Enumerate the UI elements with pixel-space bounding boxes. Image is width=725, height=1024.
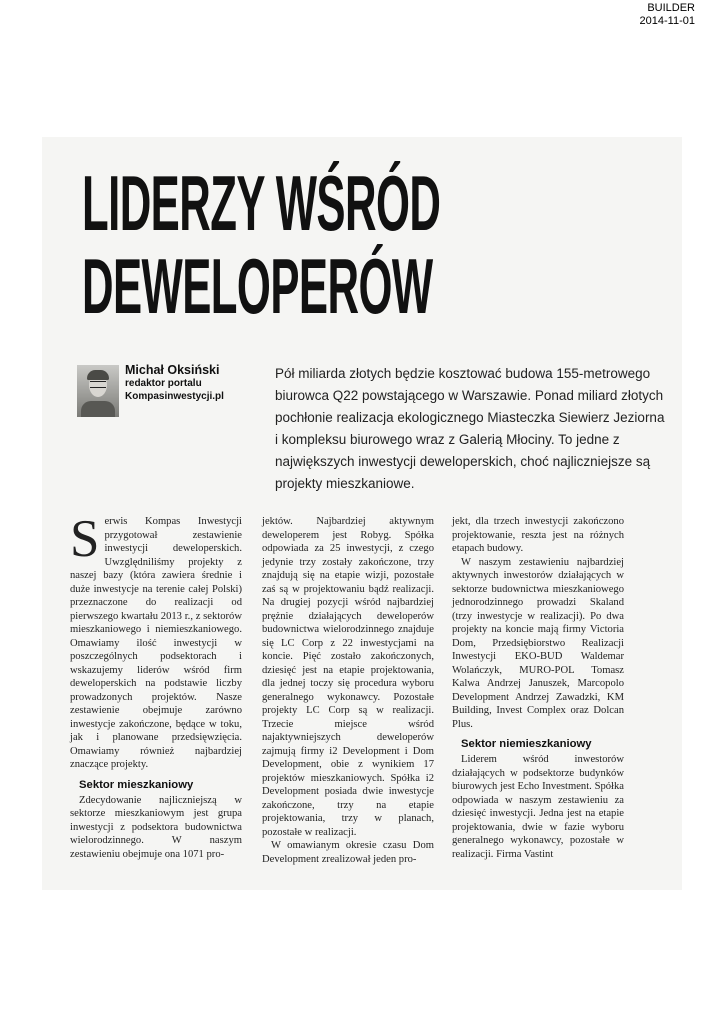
section-heading-residential: Sektor mieszkaniowy: [79, 778, 194, 791]
drop-cap: S: [70, 510, 100, 568]
paragraph: W naszym zestawieniu najbardziej aktywnych inwestorów działających w sektorze budownictwa mieszkaniowego jednorodzinnego prowadzi Skaland (trzy inwestycje w realizacji). Po dwa projekty na koncie mają firmy Victoria Dom, Przedsiębiorstwo Realizacji Inwestycji EKO-BUD Waldemar Wolańczyk, MURO-POL Tomasz Kalwa Andrzej Januszek, Marcopolo Development Andrzej Zawadzki, KM Building, Invest Complex oraz Dolcan Plus.: [452, 556, 624, 730]
paragraph: Zdecydowanie najliczniejszą w sektorze mieszkaniowym jest grupa inwestycji z podsektora budownictwa wielorodzinnego. W naszym zestawieniu obejmuje ona 1071 pro-: [70, 794, 242, 860]
author-role: redaktor portalu: [125, 378, 202, 389]
article-lead: Pół miliarda złotych będzie kosztować budowa 155-metrowego biurowca Q22 powstającego w Warszawie. Ponad miliard złotych pochłonie realizacja ekologicznego Miasteczka Siewierz Jeziorna i kompleksu biurowego wraz z Galerią Młociny. To jedne z największych inwestycji deweloperskich, choć najliczniejsze są projekty mieszkaniowe.: [275, 366, 665, 491]
section-heading-non-residential: Sektor niemieszkaniowy: [461, 738, 592, 750]
author-portal: Kompasinwestycji.pl: [125, 391, 224, 402]
paragraph: Serwis Kompas Inwestycji przygotował zestawienie inwestycji deweloperskich. Uwzględniliśmy projekty z naszej bazy (która zawiera średnie i duże inwestycje na terenie całej Polski) przeznaczone do realizacji od pierwszego kwartału 2013 r., z sektorów mieszkaniowego i niemieszkaniowego. Omawiamy ilość inwestycji w poszczególnych podsektorach i wskazujemy liderów wśród firm deweloperskich na podstawie liczby prowadzonych projektów. Nasze zestawienie obejmuje zarówno inwestycje zakończone, będące w toku, jak i planowane przedsięwzięcia. Omawiamy również najbardziej znaczące projekty.: [70, 510, 242, 770]
paragraph: W omawianym okresie czasu Dom Development zrealizował jeden pro-: [262, 840, 434, 865]
article-title-line-2: DEWELOPERÓW: [82, 242, 433, 330]
article-scan: [42, 137, 682, 890]
author-photo: [77, 365, 119, 417]
paragraph: jektów. Najbardziej aktywnym deweloperem jest Robyg. Spółka odpowiada za 25 inwestycji, z czego jedynie trzy zostały zakończone, trzy znajdują się na etapie wizji, pozostałe zaś są w projektowaniu bądź realizacji. Na drugiej pozycji wśród najbardziej prężnie działających deweloperów budownictwa wielorodzinnego znajduje się LC Corp z 22 inwestycjami na koncie. Pięć zostało zakończonych, dziesięć jest na etapie projektowania, dla jednej toczy się procedura wyboru generalnego wykonawcy. Pozostałe projekty LC Corp są w realizacji. Trzecie miejsce wśród najaktywniejszych deweloperów zajmują firmy i2 Development i Dom Development, obie z wynikiem 17 projektów mieszkaniowych. Spółka i2 Development posiada dwie inwestycje zakończone, trzy na etapie projektowania, trzy w planach, pozostałe w realizacji.: [262, 516, 434, 838]
paragraph: Liderem wśród inwestorów działających w podsektorze budynków biurowych jest Echo Investment. Spółka odpowiada w naszym zestawieniu za dziesięć inwestycji. Jedna jest na etapie projektowania, dwie w fazie wyboru generalnego wykonawcy, pozostałe w realizacji. Firma Vastint: [452, 754, 624, 860]
page-header: [640, 2, 695, 28]
article-column-1: [70, 510, 242, 861]
publication-date: 2014-11-01: [639, 15, 695, 27]
author-byline: [125, 364, 224, 403]
author-name: Michał Oksiński: [125, 363, 220, 377]
article-title-line-1: LIDERZY WŚRÓD: [82, 159, 441, 247]
article-column-2: [262, 515, 434, 866]
paragraph: jekt, dla trzech inwestycji zakończono projektowanie, reszta jest na różnych etapach budowy.: [452, 516, 624, 554]
publication-name: BUILDER: [647, 2, 695, 14]
article-column-3: [452, 515, 624, 861]
